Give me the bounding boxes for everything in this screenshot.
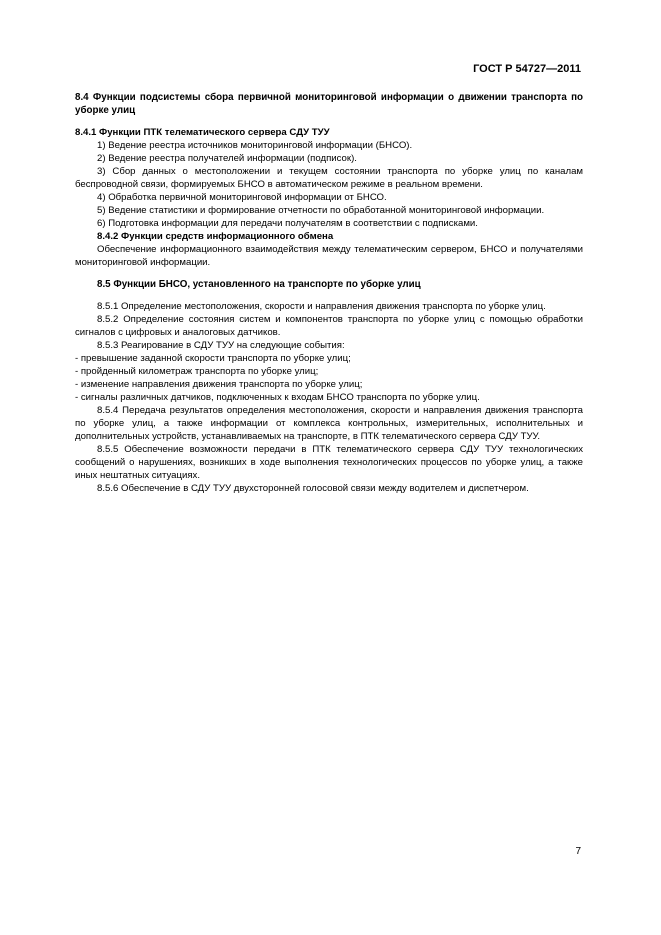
paragraph: Обеспечение информационного взаимодействия между телематическим сервером, БНСО и получателями мониторинговой информации. — [75, 244, 583, 268]
list-item: 4) Обработка первичной мониторинговой информации от БНСО. — [97, 192, 387, 203]
section-8-4-title: 8.4 Функции подсистемы сбора первичной мониторинговой информации о движении транспорта по уборке улиц — [75, 92, 583, 116]
paragraph: 8.5.4 Передача результатов определения местоположения, скорости и направления движения транспорта по уборке улиц, а также информации от комплекса контрольных, измерительных, исполнительных и дополнительных устройств, устанавливаемых на транспорте, в ПТК телематического сервера СДУ ТУУ. — [75, 405, 583, 442]
list-item: - изменение направления движения транспорта по уборке улиц; — [75, 379, 363, 390]
list-item: - сигналы различных датчиков, подключенных к входам БНСО транспорта по уборке улиц. — [75, 392, 480, 403]
paragraph: 8.5.2 Определение состояния систем и компонентов транспорта по уборке улиц с помощью обработки сигналов с цифровых и аналоговых датчиков. — [75, 314, 583, 338]
paragraph: 8.5.6 Обеспечение в СДУ ТУУ двухсторонней голосовой связи между водителем и диспетчером. — [97, 483, 529, 494]
subsection-8-4-2-title: 8.4.2 Функции средств информационного обмена — [97, 231, 334, 242]
list-item: 3) Сбор данных о местоположении и текущем состоянии транспорта по уборке улиц по каналам беспроводной связи, формируемых БНСО в автоматическом режиме в реальном времени. — [75, 166, 583, 190]
list-item: - пройденный километраж транспорта по уборке улиц; — [75, 366, 319, 377]
document-body — [75, 91, 583, 495]
section-8-5-title: 8.5 Функции БНСО, установленного на транспорте по уборке улиц — [97, 279, 421, 290]
paragraph: 8.5.1 Определение местоположения, скорости и направления движения транспорта по уборке улиц. — [97, 301, 546, 312]
list-item: - превышение заданной скорости транспорта по уборке улиц; — [75, 353, 351, 364]
subsection-8-4-1-title: 8.4.1 Функции ПТК телематического сервера СДУ ТУУ — [75, 127, 330, 138]
paragraph: 8.5.3 Реагирование в СДУ ТУУ на следующие события: — [97, 340, 345, 351]
document-header: ГОСТ Р 54727—2011 — [473, 63, 581, 75]
list-item: 6) Подготовка информации для передачи получателям в соответствии с подписками. — [97, 218, 478, 229]
paragraph: 8.5.5 Обеспечение возможности передачи в ПТК телематического сервера СДУ ТУУ технологических сообщений о нарушениях, возникших в ходе выполнения технологических процессов по уборке улиц, а также иных нештатных ситуациях. — [75, 444, 583, 481]
list-item: 5) Ведение статистики и формирование отчетности по обработанной мониторинговой информации. — [97, 205, 545, 216]
list-item: 1) Ведение реестра источников мониторинговой информации (БНСО). — [97, 140, 413, 151]
page-number: 7 — [575, 846, 581, 857]
list-item: 2) Ведение реестра получателей информации (подписок). — [97, 153, 357, 164]
